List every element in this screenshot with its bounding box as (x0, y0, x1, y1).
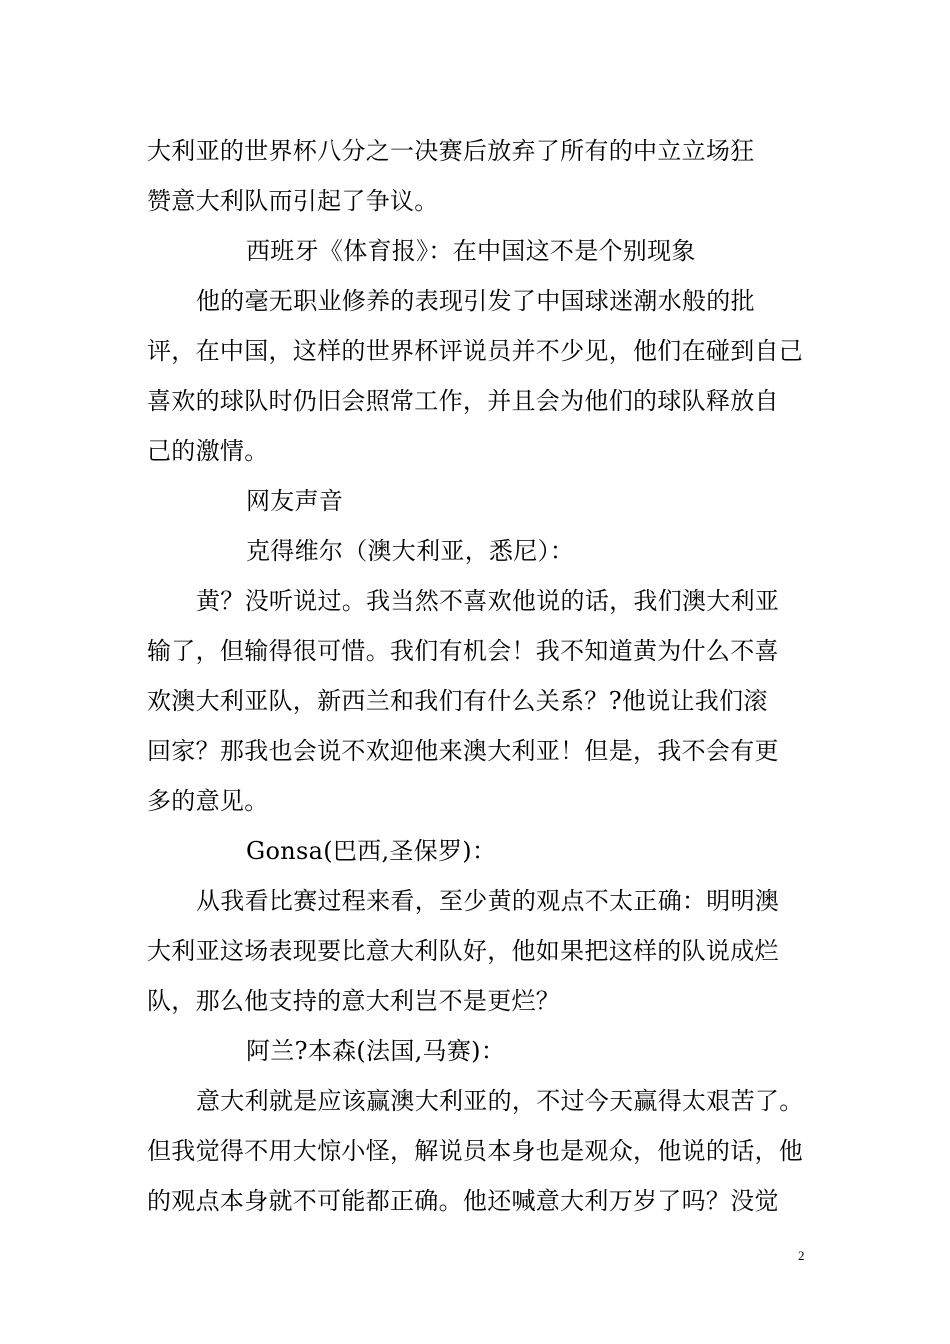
text-line: 但我觉得不用大惊小怪，解说员本身也是观众，他说的话，他 (147, 1137, 804, 1165)
text-line: 输了，但输得很可惜。我们有机会！我不知道黄为什么不喜 (147, 637, 779, 665)
paragraph-start: 他的毫无职业修养的表现引发了中国球迷潮水般的批 (196, 287, 755, 315)
section-heading: 西班牙《体育报》：在中国这不是个别现象 (246, 237, 696, 265)
text-line: 大利亚的世界杯八分之一决赛后放弃了所有的中立立场狂 (147, 137, 755, 165)
text-line: 喜欢的球队时仍旧会照常工作，并且会为他们的球队释放自 (147, 387, 779, 415)
commenter-name: 阿兰?本森(法国,马赛)： (246, 1037, 506, 1065)
text-line: 评，在中国，这样的世界杯评说员并不少见，他们在碰到自己 (147, 337, 804, 365)
commenter-name: Gonsa(巴西,圣保罗)： (246, 837, 497, 865)
text-line: 己的激情。 (147, 437, 269, 465)
section-heading: 网友声音 (246, 487, 344, 515)
text-line: 大利亚这场表现要比意大利队好，他如果把这样的队说成烂 (147, 937, 779, 965)
commenter-name: 克得维尔（澳大利亚，悉尼）： (246, 537, 575, 565)
text-line: 欢澳大利亚队，新西兰和我们有什么关系？?他说让我们滚 (147, 687, 768, 715)
text-line: 多的意见。 (147, 787, 269, 815)
paragraph-start: 意大利就是应该赢澳大利亚的，不过今天赢得太艰苦了。 (196, 1087, 804, 1115)
text-line: 回家？那我也会说不欢迎他来澳大利亚！但是，我不会有更 (147, 737, 779, 765)
paragraph-start: 从我看比赛过程来看，至少黄的观点不太正确：明明澳 (196, 887, 780, 915)
paragraph-start: 黄？没听说过。我当然不喜欢他说的话，我们澳大利亚 (196, 587, 780, 615)
text-line: 队，那么他支持的意大利岂不是更烂？ (147, 987, 561, 1015)
page-number: 2 (798, 1248, 805, 1263)
text-line: 的观点本身就不可能都正确。他还喊意大利万岁了吗？没觉 (147, 1187, 779, 1215)
text-line: 赞意大利队而引起了争议。 (147, 187, 439, 215)
